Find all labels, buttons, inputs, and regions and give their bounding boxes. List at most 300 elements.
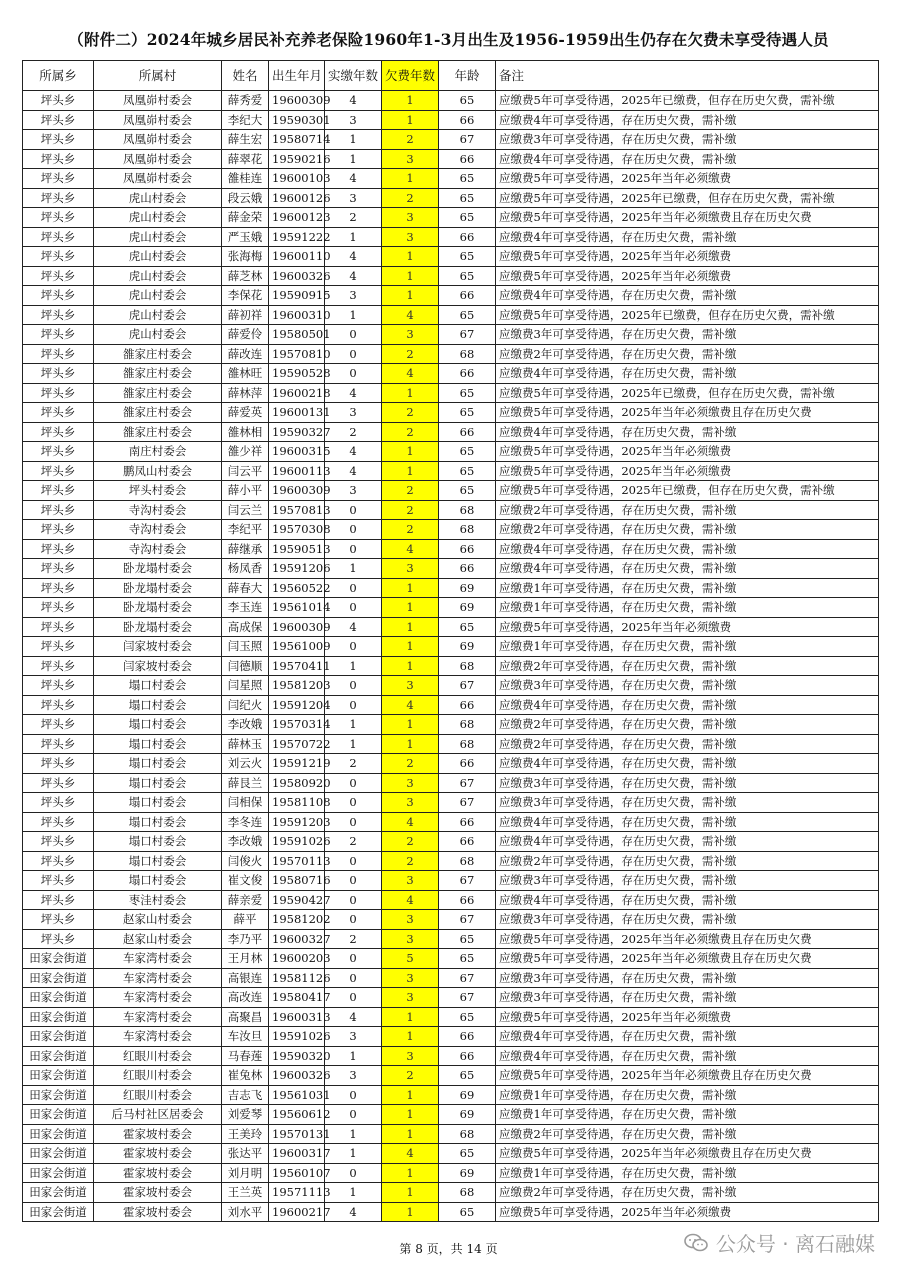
cell-township: 坪头乡 [23, 247, 94, 267]
cell-remarks: 应缴费4年可享受待遇，存在历史欠费，需补缴 [496, 422, 879, 442]
cell-birth: 19590427 [269, 890, 325, 910]
cell-birth: 19600326 [269, 266, 325, 286]
cell-owed-years: 3 [382, 929, 439, 949]
cell-age: 66 [439, 1027, 496, 1047]
cell-remarks: 应缴费4年可享受待遇，存在历史欠费，需补缴 [496, 754, 879, 774]
cell-age: 66 [439, 286, 496, 306]
cell-owed-years: 1 [382, 1202, 439, 1222]
cell-remarks: 应缴费4年可享受待遇，存在历史欠费，需补缴 [496, 286, 879, 306]
cell-owed-years: 2 [382, 188, 439, 208]
cell-remarks: 应缴费4年可享受待遇，存在历史欠费，需补缴 [496, 539, 879, 559]
table-row [23, 1183, 879, 1203]
cell-township: 坪头乡 [23, 442, 94, 462]
table-row [23, 617, 879, 637]
cell-remarks: 应缴费4年可享受待遇，存在历史欠费，需补缴 [496, 890, 879, 910]
cell-age: 65 [439, 188, 496, 208]
cell-name: 严玉娥 [222, 227, 269, 247]
cell-birth: 19600217 [269, 1202, 325, 1222]
cell-paid-years: 0 [325, 695, 382, 715]
cell-remarks: 应缴费1年可享受待遇，存在历史欠费，需补缴 [496, 1085, 879, 1105]
cell-remarks: 应缴费2年可享受待遇，存在历史欠费，需补缴 [496, 500, 879, 520]
table-header-row [23, 61, 879, 91]
cell-village: 虎山村委会 [94, 305, 222, 325]
cell-paid-years: 0 [325, 598, 382, 618]
cell-age: 67 [439, 325, 496, 345]
cell-village: 闫家坡村委会 [94, 637, 222, 657]
cell-birth: 19581203 [269, 676, 325, 696]
cell-remarks: 应缴费3年可享受待遇，存在历史欠费，需补缴 [496, 871, 879, 891]
cell-village: 虎山村委会 [94, 227, 222, 247]
cell-birth: 19571113 [269, 1183, 325, 1203]
cell-birth: 19600309 [269, 91, 325, 111]
cell-age: 65 [439, 1144, 496, 1164]
cell-name: 高银连 [222, 968, 269, 988]
cell-township: 田家会街道 [23, 1124, 94, 1144]
cell-remarks: 应缴费3年可享受待遇，存在历史欠费，需补缴 [496, 130, 879, 150]
cell-age: 66 [439, 695, 496, 715]
cell-name: 薛林萍 [222, 383, 269, 403]
wechat-icon [684, 1233, 708, 1253]
cell-township: 坪头乡 [23, 364, 94, 384]
cell-township: 田家会街道 [23, 1007, 94, 1027]
cell-village: 后马村社区居委会 [94, 1105, 222, 1125]
table-row [23, 656, 879, 676]
cell-age: 65 [439, 442, 496, 462]
cell-township: 坪头乡 [23, 130, 94, 150]
cell-township: 坪头乡 [23, 754, 94, 774]
cell-name: 李乃平 [222, 929, 269, 949]
cell-owed-years: 1 [382, 598, 439, 618]
cell-village: 车家湾村委会 [94, 949, 222, 969]
cell-village: 卧龙塌村委会 [94, 617, 222, 637]
cell-birth: 19570411 [269, 656, 325, 676]
cell-village: 霍家坡村委会 [94, 1124, 222, 1144]
cell-birth: 19561031 [269, 1085, 325, 1105]
cell-township: 田家会街道 [23, 1202, 94, 1222]
cell-paid-years: 0 [325, 676, 382, 696]
cell-township: 坪头乡 [23, 773, 94, 793]
cell-paid-years: 0 [325, 539, 382, 559]
table-row [23, 1202, 879, 1222]
cell-township: 坪头乡 [23, 812, 94, 832]
header-village: 所属村 [94, 61, 222, 91]
cell-owed-years: 2 [382, 403, 439, 423]
cell-paid-years: 3 [325, 1066, 382, 1086]
cell-owed-years: 5 [382, 949, 439, 969]
cell-birth: 19591206 [269, 559, 325, 579]
cell-village: 车家湾村委会 [94, 968, 222, 988]
cell-age: 68 [439, 656, 496, 676]
table-row [23, 695, 879, 715]
cell-name: 崔文俊 [222, 871, 269, 891]
cell-township: 坪头乡 [23, 637, 94, 657]
cell-remarks: 应缴费5年可享受待遇，2025年当年必须缴费 [496, 461, 879, 481]
cell-age: 65 [439, 169, 496, 189]
cell-remarks: 应缴费4年可享受待遇，存在历史欠费，需补缴 [496, 832, 879, 852]
cell-owed-years: 4 [382, 812, 439, 832]
table-row [23, 520, 879, 540]
table-row [23, 793, 879, 813]
cell-name: 李玉连 [222, 598, 269, 618]
table-row [23, 91, 879, 111]
table-row [23, 949, 879, 969]
cell-owed-years: 1 [382, 715, 439, 735]
cell-birth: 19580417 [269, 988, 325, 1008]
cell-remarks: 应缴费5年可享受待遇，2025年当年必须缴费 [496, 169, 879, 189]
cell-remarks: 应缴费4年可享受待遇，存在历史欠费，需补缴 [496, 227, 879, 247]
cell-age: 68 [439, 520, 496, 540]
cell-paid-years: 0 [325, 1105, 382, 1125]
table-row [23, 1124, 879, 1144]
cell-paid-years: 1 [325, 130, 382, 150]
cell-name: 王兰英 [222, 1183, 269, 1203]
cell-owed-years: 2 [382, 481, 439, 501]
cell-age: 66 [439, 559, 496, 579]
table-row [23, 149, 879, 169]
cell-age: 69 [439, 1163, 496, 1183]
table-row [23, 734, 879, 754]
cell-owed-years: 1 [382, 110, 439, 130]
cell-township: 田家会街道 [23, 949, 94, 969]
cell-paid-years: 1 [325, 1124, 382, 1144]
cell-village: 虎山村委会 [94, 286, 222, 306]
cell-birth: 19600315 [269, 442, 325, 462]
cell-remarks: 应缴费1年可享受待遇，存在历史欠费，需补缴 [496, 637, 879, 657]
cell-owed-years: 1 [382, 169, 439, 189]
cell-owed-years: 1 [382, 734, 439, 754]
cell-paid-years: 0 [325, 578, 382, 598]
cell-remarks: 应缴费5年可享受待遇，2025年当年必须缴费 [496, 442, 879, 462]
cell-birth: 19591204 [269, 695, 325, 715]
cell-age: 67 [439, 988, 496, 1008]
page-title: （附件二）2024年城乡居民补充养老保险1960年1-3月出生及1956-1959出生仍存在欠费未享受待遇人员 [68, 30, 829, 49]
cell-owed-years: 2 [382, 520, 439, 540]
cell-village: 塌口村委会 [94, 715, 222, 735]
cell-township: 田家会街道 [23, 1144, 94, 1164]
cell-township: 坪头乡 [23, 91, 94, 111]
cell-birth: 19600326 [269, 1066, 325, 1086]
cell-paid-years: 1 [325, 1183, 382, 1203]
cell-paid-years: 0 [325, 1163, 382, 1183]
cell-birth: 19570810 [269, 344, 325, 364]
table-row [23, 851, 879, 871]
cell-village: 雒家庄村委会 [94, 403, 222, 423]
cell-village: 塌口村委会 [94, 695, 222, 715]
cell-remarks: 应缴费2年可享受待遇，存在历史欠费，需补缴 [496, 715, 879, 735]
cell-age: 67 [439, 968, 496, 988]
cell-name: 刘月明 [222, 1163, 269, 1183]
table-row [23, 227, 879, 247]
cell-township: 坪头乡 [23, 832, 94, 852]
cell-paid-years: 1 [325, 656, 382, 676]
cell-township: 坪头乡 [23, 559, 94, 579]
table-row [23, 1007, 879, 1027]
table-row [23, 1046, 879, 1066]
cell-village: 寺沟村委会 [94, 539, 222, 559]
cell-age: 65 [439, 247, 496, 267]
cell-remarks: 应缴费5年可享受待遇，2025年已缴费，但存在历史欠费，需补缴 [496, 305, 879, 325]
cell-paid-years: 4 [325, 169, 382, 189]
cell-owed-years: 1 [382, 1183, 439, 1203]
watermark-text: 公众号 · 离石融媒 [715, 1232, 875, 1256]
cell-remarks: 应缴费2年可享受待遇，存在历史欠费，需补缴 [496, 851, 879, 871]
table-row [23, 1144, 879, 1164]
cell-village: 霍家坡村委会 [94, 1144, 222, 1164]
cell-village: 凤凰峁村委会 [94, 149, 222, 169]
cell-birth: 19600131 [269, 403, 325, 423]
cell-name: 薛小平 [222, 481, 269, 501]
cell-name: 薛初祥 [222, 305, 269, 325]
cell-name: 雒林旺 [222, 364, 269, 384]
cell-village: 霍家坡村委会 [94, 1163, 222, 1183]
cell-name: 崔兔林 [222, 1066, 269, 1086]
cell-township: 坪头乡 [23, 422, 94, 442]
table-row [23, 403, 879, 423]
cell-remarks: 应缴费4年可享受待遇，存在历史欠费，需补缴 [496, 559, 879, 579]
cell-age: 68 [439, 344, 496, 364]
cell-remarks: 应缴费3年可享受待遇，存在历史欠费，需补缴 [496, 988, 879, 1008]
cell-age: 65 [439, 461, 496, 481]
cell-remarks: 应缴费4年可享受待遇，存在历史欠费，需补缴 [496, 695, 879, 715]
table-row [23, 442, 879, 462]
cell-owed-years: 3 [382, 149, 439, 169]
cell-township: 坪头乡 [23, 286, 94, 306]
cell-name: 闫星照 [222, 676, 269, 696]
cell-township: 田家会街道 [23, 1085, 94, 1105]
cell-name: 张达平 [222, 1144, 269, 1164]
cell-name: 高改连 [222, 988, 269, 1008]
cell-remarks: 应缴费2年可享受待遇，存在历史欠费，需补缴 [496, 520, 879, 540]
cell-birth: 19590528 [269, 364, 325, 384]
cell-owed-years: 1 [382, 266, 439, 286]
cell-birth: 19590915 [269, 286, 325, 306]
cell-name: 薛金荣 [222, 208, 269, 228]
cell-age: 67 [439, 676, 496, 696]
cell-township: 田家会街道 [23, 968, 94, 988]
cell-age: 67 [439, 871, 496, 891]
cell-township: 坪头乡 [23, 461, 94, 481]
cell-paid-years: 0 [325, 851, 382, 871]
cell-township: 田家会街道 [23, 1105, 94, 1125]
table-row [23, 481, 879, 501]
cell-birth: 19591026 [269, 1027, 325, 1047]
cell-paid-years: 0 [325, 1085, 382, 1105]
cell-name: 闫玉照 [222, 637, 269, 657]
cell-paid-years: 0 [325, 949, 382, 969]
cell-age: 68 [439, 851, 496, 871]
cell-paid-years: 3 [325, 1027, 382, 1047]
cell-remarks: 应缴费2年可享受待遇，存在历史欠费，需补缴 [496, 344, 879, 364]
header-township: 所属乡 [23, 61, 94, 91]
cell-village: 鹏凤山村委会 [94, 461, 222, 481]
cell-paid-years: 0 [325, 637, 382, 657]
cell-village: 车家湾村委会 [94, 988, 222, 1008]
cell-village: 赵家山村委会 [94, 910, 222, 930]
cell-paid-years: 0 [325, 325, 382, 345]
cell-owed-years: 2 [382, 832, 439, 852]
cell-paid-years: 3 [325, 188, 382, 208]
cell-remarks: 应缴费5年可享受待遇，2025年当年必须缴费 [496, 266, 879, 286]
cell-age: 65 [439, 929, 496, 949]
cell-paid-years: 0 [325, 968, 382, 988]
cell-name: 段云娥 [222, 188, 269, 208]
cell-birth: 19600203 [269, 949, 325, 969]
cell-owed-years: 1 [382, 578, 439, 598]
cell-owed-years: 3 [382, 871, 439, 891]
cell-township: 坪头乡 [23, 169, 94, 189]
cell-age: 66 [439, 539, 496, 559]
cell-name: 马春莲 [222, 1046, 269, 1066]
cell-township: 坪头乡 [23, 188, 94, 208]
cell-remarks: 应缴费3年可享受待遇，存在历史欠费，需补缴 [496, 910, 879, 930]
cell-village: 塌口村委会 [94, 812, 222, 832]
cell-name: 张海梅 [222, 247, 269, 267]
table-row [23, 812, 879, 832]
cell-remarks: 应缴费4年可享受待遇，存在历史欠费，需补缴 [496, 812, 879, 832]
cell-village: 卧龙塌村委会 [94, 598, 222, 618]
cell-village: 塌口村委会 [94, 851, 222, 871]
cell-age: 66 [439, 754, 496, 774]
cell-township: 坪头乡 [23, 149, 94, 169]
table-row [23, 247, 879, 267]
cell-remarks: 应缴费3年可享受待遇，存在历史欠费，需补缴 [496, 968, 879, 988]
cell-age: 66 [439, 832, 496, 852]
cell-township: 坪头乡 [23, 578, 94, 598]
cell-township: 坪头乡 [23, 656, 94, 676]
cell-name: 薛平 [222, 910, 269, 930]
cell-owed-years: 1 [382, 617, 439, 637]
cell-owed-years: 3 [382, 676, 439, 696]
cell-remarks: 应缴费3年可享受待遇，存在历史欠费，需补缴 [496, 773, 879, 793]
cell-township: 坪头乡 [23, 734, 94, 754]
cell-age: 65 [439, 266, 496, 286]
cell-birth: 19591219 [269, 754, 325, 774]
header-name: 姓名 [222, 61, 269, 91]
cell-name: 闫相保 [222, 793, 269, 813]
cell-township: 坪头乡 [23, 383, 94, 403]
cell-remarks: 应缴费5年可享受待遇，2025年当年必须缴费且存在历史欠费 [496, 403, 879, 423]
cell-owed-years: 4 [382, 364, 439, 384]
cell-age: 69 [439, 1105, 496, 1125]
cell-age: 65 [439, 305, 496, 325]
cell-name: 王美玲 [222, 1124, 269, 1144]
cell-remarks: 应缴费5年可享受待遇，2025年当年必须缴费 [496, 1007, 879, 1027]
cell-paid-years: 3 [325, 481, 382, 501]
cell-paid-years: 0 [325, 773, 382, 793]
cell-remarks: 应缴费1年可享受待遇，存在历史欠费，需补缴 [496, 1105, 879, 1125]
table-row [23, 1027, 879, 1047]
cell-name: 闫云兰 [222, 500, 269, 520]
cell-birth: 19600310 [269, 305, 325, 325]
cell-paid-years: 0 [325, 520, 382, 540]
cell-paid-years: 1 [325, 734, 382, 754]
cell-owed-years: 3 [382, 325, 439, 345]
cell-township: 田家会街道 [23, 1183, 94, 1203]
cell-paid-years: 1 [325, 559, 382, 579]
cell-age: 66 [439, 227, 496, 247]
cell-name: 薛改连 [222, 344, 269, 364]
cell-paid-years: 0 [325, 793, 382, 813]
cell-township: 坪头乡 [23, 403, 94, 423]
cell-birth: 19570308 [269, 520, 325, 540]
cell-birth: 19600327 [269, 929, 325, 949]
table-row [23, 910, 879, 930]
table-row [23, 773, 879, 793]
cell-birth: 19591026 [269, 832, 325, 852]
cell-township: 田家会街道 [23, 1046, 94, 1066]
cell-age: 66 [439, 890, 496, 910]
cell-village: 塌口村委会 [94, 773, 222, 793]
cell-remarks: 应缴费5年可享受待遇，2025年当年必须缴费且存在历史欠费 [496, 208, 879, 228]
cell-township: 坪头乡 [23, 110, 94, 130]
cell-birth: 19580716 [269, 871, 325, 891]
cell-township: 坪头乡 [23, 676, 94, 696]
cell-village: 枣洼村委会 [94, 890, 222, 910]
cell-paid-years: 2 [325, 929, 382, 949]
cell-village: 雒家庄村委会 [94, 344, 222, 364]
cell-birth: 19581202 [269, 910, 325, 930]
cell-birth: 19591222 [269, 227, 325, 247]
cell-township: 田家会街道 [23, 1027, 94, 1047]
cell-name: 李纪平 [222, 520, 269, 540]
cell-age: 65 [439, 481, 496, 501]
table-row [23, 266, 879, 286]
cell-remarks: 应缴费5年可享受待遇，2025年当年必须缴费且存在历史欠费 [496, 1066, 879, 1086]
header-birth: 出生年月 [269, 61, 325, 91]
cell-remarks: 应缴费2年可享受待遇，存在历史欠费，需补缴 [496, 734, 879, 754]
cell-paid-years: 3 [325, 403, 382, 423]
cell-paid-years: 4 [325, 91, 382, 111]
table-row [23, 578, 879, 598]
cell-owed-years: 1 [382, 1124, 439, 1144]
cell-village: 雒家庄村委会 [94, 364, 222, 384]
cell-name: 杨凤香 [222, 559, 269, 579]
cell-remarks: 应缴费3年可享受待遇，存在历史欠费，需补缴 [496, 676, 879, 696]
header-paid-years: 实缴年数 [325, 61, 382, 91]
cell-paid-years: 4 [325, 461, 382, 481]
cell-birth: 19580714 [269, 130, 325, 150]
cell-owed-years: 4 [382, 1144, 439, 1164]
cell-village: 卧龙塌村委会 [94, 578, 222, 598]
cell-village: 红眼川村委会 [94, 1066, 222, 1086]
cell-birth: 19581126 [269, 968, 325, 988]
cell-remarks: 应缴费2年可享受待遇，存在历史欠费，需补缴 [496, 656, 879, 676]
cell-village: 塌口村委会 [94, 676, 222, 696]
table-row [23, 305, 879, 325]
cell-age: 68 [439, 1183, 496, 1203]
cell-age: 66 [439, 149, 496, 169]
cell-birth: 19570813 [269, 500, 325, 520]
cell-name: 李保花 [222, 286, 269, 306]
cell-owed-years: 3 [382, 227, 439, 247]
table-row [23, 110, 879, 130]
cell-township: 坪头乡 [23, 227, 94, 247]
cell-age: 66 [439, 1046, 496, 1066]
cell-name: 车汝旦 [222, 1027, 269, 1047]
cell-birth: 19590301 [269, 110, 325, 130]
cell-paid-years: 1 [325, 227, 382, 247]
cell-village: 寺沟村委会 [94, 500, 222, 520]
cell-age: 65 [439, 949, 496, 969]
cell-age: 68 [439, 715, 496, 735]
table-row [23, 383, 879, 403]
cell-paid-years: 0 [325, 500, 382, 520]
cell-paid-years: 2 [325, 832, 382, 852]
cell-township: 坪头乡 [23, 325, 94, 345]
cell-remarks: 应缴费5年可享受待遇，2025年当年必须缴费 [496, 247, 879, 267]
page-footer: 第 8 页，共 14 页 [399, 1242, 498, 1256]
cell-birth: 19600309 [269, 481, 325, 501]
